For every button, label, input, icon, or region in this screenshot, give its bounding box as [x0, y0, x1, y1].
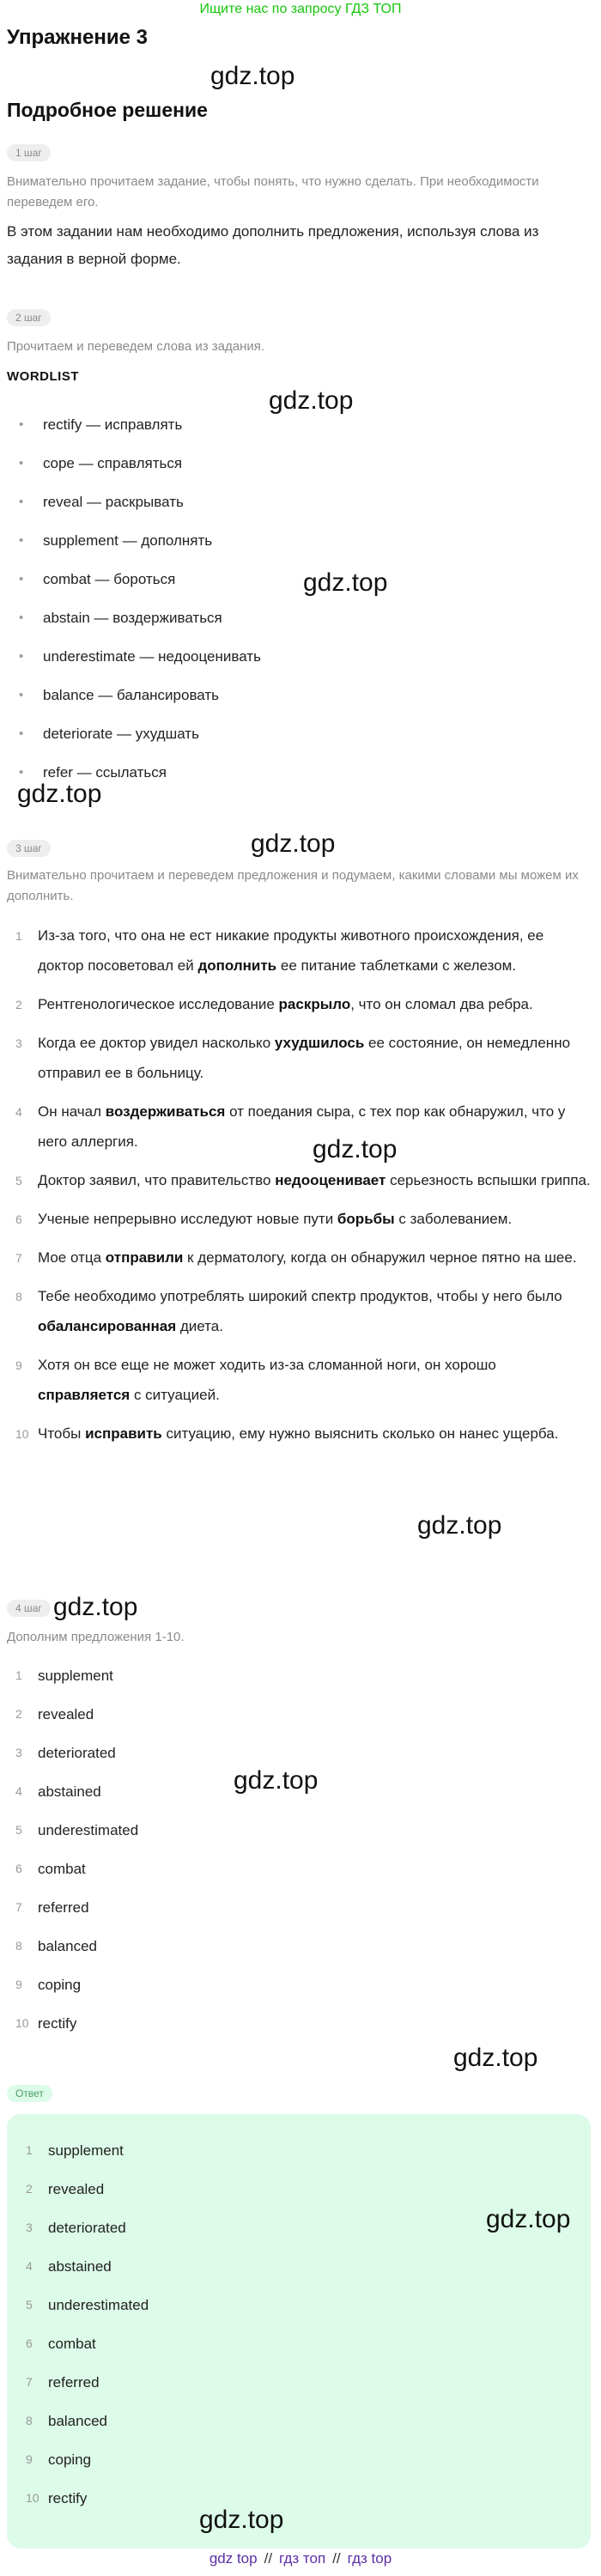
answer-box [7, 2114, 591, 2549]
item-number: 10 [15, 2016, 29, 2030]
answer-item: 7 referred [17, 2363, 601, 2402]
watermark: gdz.top [486, 2205, 571, 2233]
watermark: gdz.top [269, 386, 354, 415]
answer-item: 6 combat [17, 2324, 601, 2363]
watermark: gdz.top [313, 1135, 398, 1163]
step-1-instruction: Внимательно прочитаем задание, чтобы понять, что нужно сделать. При необходимости переведем его. [7, 174, 539, 210]
sentence-item: 8 Тебе необходимо употреблять широкий спектр продуктов, чтобы у него было обалансированная диета. [7, 1281, 591, 1341]
footer-separator: // [264, 2550, 273, 2567]
item-number: 4 [26, 2259, 33, 2273]
item-number: 4 [15, 1784, 22, 1798]
item-number: 7 [15, 1900, 22, 1914]
item-number: 6 [15, 1862, 22, 1875]
top-banner-link[interactable]: Ищите нас по запросу ГДЗ ТОП [199, 2, 402, 16]
step-1-badge: 1 шаг [7, 144, 51, 161]
item-number: 1 [26, 2143, 33, 2157]
wordlist-item: • combat — бороться [7, 560, 574, 598]
wordlist [7, 405, 574, 792]
step-2-badge: 2 шаг [7, 309, 51, 326]
item-number: 8 [15, 1290, 22, 1303]
watermark: gdz.top [17, 780, 102, 808]
answer-item: 10 rectify [17, 2479, 601, 2518]
item-number: 8 [15, 1939, 22, 1953]
answer-item: 4 abstained [7, 1772, 591, 1811]
watermark: gdz.top [251, 829, 336, 858]
solution-subtitle: Подробное решение [7, 99, 208, 121]
wordlist-item: • underestimate — недооценивать [7, 637, 574, 676]
wordlist-item: • refer — ссылаться [7, 753, 574, 792]
item-number: 7 [15, 1251, 22, 1265]
watermark: gdz.top [210, 62, 295, 90]
step-1-text: В этом задании нам необходимо дополнить предложения, используя слова из задания в верной форме. [7, 223, 539, 267]
wordlist-item: • reveal — раскрывать [7, 483, 574, 521]
answer-item: 1 supplement [17, 2131, 601, 2170]
answer-item: 10 rectify [7, 2004, 591, 2043]
answer-item: 6 combat [7, 1850, 591, 1888]
item-number: 3 [15, 1746, 22, 1759]
item-number: 9 [26, 2452, 33, 2466]
sentence-item: 9 Хотя он все еще не может ходить из-за сломанной ноги, он хорошо справляется с ситуацией. [7, 1350, 591, 1410]
wordlist-item: • cope — справляться [7, 444, 574, 483]
answer-item: 5 underestimated [17, 2286, 601, 2324]
sentence-item: 4 Он начал воздерживаться от поедания сыра, с тех пор как обнаружил, что у него аллергия. [7, 1097, 591, 1157]
watermark: gdz.top [199, 2506, 284, 2534]
wordlist-item: • supplement — дополнять [7, 521, 574, 560]
answer-item: 2 revealed [7, 1695, 591, 1734]
final-answer-list [17, 2131, 601, 2518]
sentence-item: 3 Когда ее доктор увидел насколько ухудшилось ее состояние, он немедленно отправил ее в больницу. [7, 1028, 591, 1088]
answer-item: 7 referred [7, 1888, 591, 1927]
watermark: gdz.top [234, 1766, 319, 1795]
sentence-item: 2 Рентгенологическое исследование раскрыло, что он сломал два ребра. [7, 989, 591, 1019]
item-number: 2 [26, 2182, 33, 2196]
wordlist-heading: WORDLIST [7, 369, 79, 384]
step-3-badge: 3 шаг [7, 840, 51, 857]
answer-item: 8 balanced [7, 1927, 591, 1965]
watermark: gdz.top [303, 568, 388, 597]
watermark: gdz.top [53, 1593, 138, 1621]
footer-link[interactable]: гдз топ [279, 2550, 326, 2567]
page-title: Упражнение 3 [7, 26, 148, 49]
item-number: 6 [26, 2336, 33, 2350]
answer-item: 4 abstained [17, 2247, 601, 2286]
footer-link[interactable]: gdz top [209, 2550, 258, 2567]
answer-badge: Ответ [7, 2085, 52, 2102]
wordlist-item: • deteriorate — ухудшать [7, 714, 574, 753]
wordlist-item: • balance — балансировать [7, 676, 574, 714]
item-number: 2 [15, 1707, 22, 1721]
answer-item: 2 revealed [17, 2170, 601, 2208]
item-number: 6 [15, 1212, 22, 1226]
item-number: 1 [15, 1668, 22, 1682]
answer-item: 5 underestimated [7, 1811, 591, 1850]
answer-item: 1 supplement [7, 1656, 591, 1695]
sentence-item: 5 Доктор заявил, что правительство недооценивает серьезность вспышки гриппа. [7, 1165, 591, 1195]
item-number: 5 [26, 2298, 33, 2312]
item-number: 10 [15, 1427, 29, 1441]
sentence-item: 10 Чтобы исправить ситуацию, ему нужно выяснить сколько он нанес ущерба. [7, 1419, 591, 1449]
item-number: 2 [15, 998, 22, 1012]
watermark: gdz.top [417, 1511, 502, 1540]
answer-item: 3 deteriorated [17, 2208, 601, 2247]
item-number: 3 [15, 1036, 22, 1050]
item-number: 5 [15, 1174, 22, 1188]
wordlist-item: • rectify — исправлять [7, 405, 574, 444]
answer-item: 9 coping [7, 1965, 591, 2004]
footer-separator: // [332, 2550, 341, 2567]
wordlist-item: • abstain — воздерживаться [7, 598, 574, 637]
watermark: gdz.top [453, 2044, 538, 2072]
sentence-item: 7 Мое отца отправили к дерматологу, когда он обнаружил черное пятно на шее. [7, 1242, 591, 1273]
item-number: 8 [26, 2414, 33, 2427]
step-4-instruction: Дополним предложения 1-10. [7, 1630, 185, 1644]
item-number: 10 [26, 2491, 39, 2505]
step-4-badge: 4 шаг [7, 1600, 51, 1617]
answer-item: 8 balanced [17, 2402, 601, 2440]
step-2-instruction: Прочитаем и переведем слова из задания. [7, 339, 265, 354]
sentence-list [7, 920, 591, 1457]
sentence-item: 6 Ученые непрерывно исследуют новые пути борьбы с заболеванием. [7, 1204, 591, 1234]
answer-item: 3 deteriorated [7, 1734, 591, 1772]
sentence-item: 1 Из-за того, что она не ест никакие продукты животного происхождения, ее доктор посоветовал ей дополнить ее питание таблетками с железом. [7, 920, 591, 981]
answer-item: 9 coping [17, 2440, 601, 2479]
item-number: 7 [26, 2375, 33, 2389]
item-number: 5 [15, 1823, 22, 1837]
item-number: 4 [15, 1105, 22, 1119]
footer-link[interactable]: гдз top [347, 2550, 392, 2567]
step-3-instruction: Внимательно прочитаем и переведем предложения и подумаем, какими словами мы можем их дополнить. [7, 868, 579, 903]
item-number: 9 [15, 1978, 22, 1991]
item-number: 1 [15, 929, 22, 943]
step-4-answer-list [7, 1656, 591, 2043]
item-number: 3 [26, 2221, 33, 2234]
footer-links [0, 2550, 601, 2567]
item-number: 9 [15, 1358, 22, 1372]
